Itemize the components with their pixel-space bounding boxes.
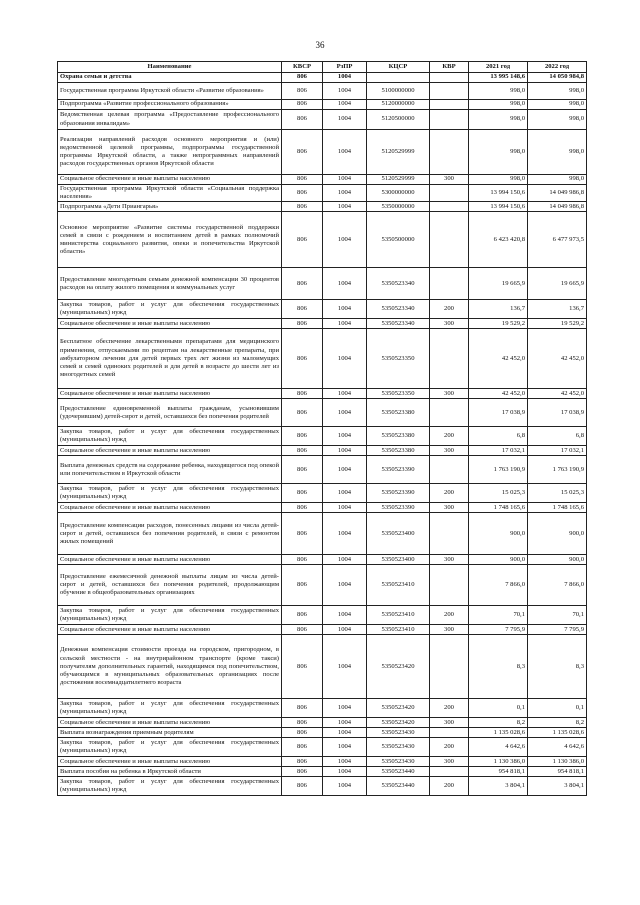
table-row: [58, 456, 587, 484]
cell-kvr: 300: [430, 503, 469, 513]
cell-kcsr: 5350523350: [367, 389, 430, 399]
table-row: [58, 83, 587, 100]
header-kcsr: КЦСР: [367, 62, 430, 73]
cell-name: Социальное обеспечение и иные выплаты населению: [58, 175, 282, 185]
cell-kcsr: 5350523340: [367, 300, 430, 319]
cell-kvsr: 806: [282, 73, 323, 83]
table-row: [58, 319, 587, 329]
cell-name: Бесплатное обеспечение лекарственными препаратами для медицинского применения, отпускаемыми по рецептам на лекарственные препараты, при амбулаторном лечении для детей первых трех лет жизни из малоимущих семей и семей одиноких родителей и для детей в возрасте до шести лет из многодетных семей: [58, 329, 282, 389]
cell-2022: 0,1: [528, 699, 587, 718]
cell-2021: 17 038,9: [469, 399, 528, 427]
cell-kcsr: 5350523350: [367, 329, 430, 389]
cell-rzpr: 1004: [323, 212, 367, 268]
cell-kvsr: 806: [282, 728, 323, 738]
cell-2021: 3 804,1: [469, 777, 528, 796]
cell-kcsr: 5350523420: [367, 718, 430, 728]
cell-kcsr: 5350523430: [367, 738, 430, 757]
cell-rzpr: 1004: [323, 555, 367, 565]
cell-rzpr: 1004: [323, 399, 367, 427]
cell-name: Предоставление многодетным семьям денежной компенсации 30 процентов расходов на оплату жилого помещения и коммунальных услуг: [58, 268, 282, 300]
cell-2022: 900,0: [528, 555, 587, 565]
cell-rzpr: 1004: [323, 329, 367, 389]
cell-2021: 900,0: [469, 555, 528, 565]
cell-2022: 70,1: [528, 606, 587, 625]
cell-kcsr: 5350523400: [367, 513, 430, 555]
cell-name: Социальное обеспечение и иные выплаты населению: [58, 503, 282, 513]
cell-2021: 70,1: [469, 606, 528, 625]
cell-rzpr: 1004: [323, 456, 367, 484]
cell-kvr: 300: [430, 389, 469, 399]
cell-name: Предоставление единовременной выплаты гражданам, усыновившим (удочерившим) детей-сирот и детей, оставшихся без попечения родителей: [58, 399, 282, 427]
cell-kvr: 300: [430, 757, 469, 767]
cell-name: Закупка товаров, работ и услуг для обеспечения государственных (муниципальных) нужд: [58, 606, 282, 625]
cell-kvsr: 806: [282, 110, 323, 130]
table-row: [58, 777, 587, 796]
cell-2021: 7 866,0: [469, 565, 528, 606]
cell-kcsr: 5350523430: [367, 757, 430, 767]
table-row: [58, 513, 587, 555]
cell-kvsr: 806: [282, 100, 323, 110]
cell-kvr: [430, 83, 469, 100]
cell-kvsr: 806: [282, 503, 323, 513]
table-row: [58, 606, 587, 625]
cell-name: Закупка товаров, работ и услуг для обеспечения государственных (муниципальных) нужд: [58, 484, 282, 503]
cell-kcsr: 5350523440: [367, 777, 430, 796]
table-row: [58, 268, 587, 300]
cell-kcsr: 5350523430: [367, 728, 430, 738]
cell-kvr: [430, 456, 469, 484]
cell-2021: 13 995 148,6: [469, 73, 528, 83]
cell-name: Социальное обеспечение и иные выплаты населению: [58, 446, 282, 456]
cell-kvr: [430, 399, 469, 427]
cell-2021: 19 529,2: [469, 319, 528, 329]
cell-kvsr: 806: [282, 446, 323, 456]
cell-2022: 7 795,9: [528, 625, 587, 635]
cell-kvr: [430, 728, 469, 738]
cell-kvr: [430, 513, 469, 555]
table-row: [58, 110, 587, 130]
cell-name: Выплата пособия на ребенка в Иркутской области: [58, 767, 282, 777]
cell-kvr: [430, 73, 469, 83]
header-2021: 2021 год: [469, 62, 528, 73]
cell-kvsr: 806: [282, 212, 323, 268]
cell-rzpr: 1004: [323, 738, 367, 757]
cell-2022: 17 038,9: [528, 399, 587, 427]
cell-2022: 19 529,2: [528, 319, 587, 329]
cell-kvr: 300: [430, 555, 469, 565]
cell-kvr: [430, 100, 469, 110]
cell-2022: 7 866,0: [528, 565, 587, 606]
cell-kvr: 200: [430, 484, 469, 503]
table-row: [58, 427, 587, 446]
cell-2022: 998,0: [528, 83, 587, 100]
cell-kcsr: 5350000000: [367, 202, 430, 212]
cell-2022: 900,0: [528, 513, 587, 555]
table-row: [58, 625, 587, 635]
cell-kcsr: 5350523380: [367, 446, 430, 456]
cell-name: Социальное обеспечение и иные выплаты населению: [58, 555, 282, 565]
table-row: [58, 202, 587, 212]
cell-2021: 998,0: [469, 100, 528, 110]
cell-kvsr: 806: [282, 456, 323, 484]
cell-kvr: [430, 185, 469, 202]
cell-2021: 136,7: [469, 300, 528, 319]
cell-kvsr: 806: [282, 175, 323, 185]
cell-2021: 7 795,9: [469, 625, 528, 635]
cell-kvr: 200: [430, 699, 469, 718]
cell-rzpr: 1004: [323, 175, 367, 185]
cell-kvr: [430, 329, 469, 389]
cell-kvr: 200: [430, 300, 469, 319]
budget-table: [57, 61, 587, 796]
cell-kvr: [430, 767, 469, 777]
cell-rzpr: 1004: [323, 606, 367, 625]
cell-2022: 998,0: [528, 110, 587, 130]
cell-2021: 6,8: [469, 427, 528, 446]
table-header-row: [58, 62, 587, 73]
cell-kvr: [430, 130, 469, 175]
cell-kvsr: 806: [282, 130, 323, 175]
cell-kcsr: 5350523390: [367, 484, 430, 503]
cell-2022: 6,8: [528, 427, 587, 446]
header-kvsr: КВСР: [282, 62, 323, 73]
cell-name: Охрана семьи и детства: [58, 73, 282, 83]
cell-kvr: [430, 565, 469, 606]
cell-rzpr: 1004: [323, 767, 367, 777]
cell-kcsr: 5350523380: [367, 427, 430, 446]
table-body: [58, 73, 587, 796]
cell-2022: 15 025,3: [528, 484, 587, 503]
table-row: [58, 767, 587, 777]
cell-2021: 0,1: [469, 699, 528, 718]
cell-2022: 8,3: [528, 635, 587, 699]
cell-kcsr: 5350500000: [367, 212, 430, 268]
cell-2022: 6 477 973,5: [528, 212, 587, 268]
cell-rzpr: 1004: [323, 484, 367, 503]
cell-kvsr: 806: [282, 427, 323, 446]
cell-kcsr: 5350523440: [367, 767, 430, 777]
cell-2022: 17 032,1: [528, 446, 587, 456]
cell-2022: 14 050 984,8: [528, 73, 587, 83]
cell-name: Социальное обеспечение и иные выплаты населению: [58, 757, 282, 767]
cell-2021: 900,0: [469, 513, 528, 555]
cell-rzpr: 1004: [323, 728, 367, 738]
cell-kcsr: 5120000000: [367, 100, 430, 110]
cell-rzpr: 1004: [323, 513, 367, 555]
cell-rzpr: 1004: [323, 565, 367, 606]
table-row: [58, 555, 587, 565]
cell-2021: 13 994 150,6: [469, 202, 528, 212]
cell-rzpr: 1004: [323, 268, 367, 300]
cell-name: Закупка товаров, работ и услуг для обеспечения государственных (муниципальных) нужд: [58, 300, 282, 319]
cell-kvsr: 806: [282, 202, 323, 212]
table-row: [58, 130, 587, 175]
cell-kvsr: 806: [282, 635, 323, 699]
cell-kvsr: 806: [282, 606, 323, 625]
cell-kcsr: 5350523410: [367, 606, 430, 625]
cell-2021: 1 763 190,9: [469, 456, 528, 484]
cell-2022: 14 049 986,8: [528, 202, 587, 212]
table-row: [58, 738, 587, 757]
header-2022: 2022 год: [528, 62, 587, 73]
cell-name: Ведомственная целевая программа «Предоставление профессионального образования инвалидам»: [58, 110, 282, 130]
cell-2022: 998,0: [528, 130, 587, 175]
cell-2021: 998,0: [469, 83, 528, 100]
cell-kvsr: 806: [282, 718, 323, 728]
table-row: [58, 100, 587, 110]
cell-kvr: [430, 110, 469, 130]
cell-kcsr: 5350523340: [367, 319, 430, 329]
cell-kcsr: 5100000000: [367, 83, 430, 100]
cell-kcsr: 5350523400: [367, 555, 430, 565]
cell-2021: 13 994 150,6: [469, 185, 528, 202]
cell-kvr: 200: [430, 606, 469, 625]
cell-kvsr: 806: [282, 757, 323, 767]
cell-2022: 19 665,9: [528, 268, 587, 300]
cell-name: Закупка товаров, работ и услуг для обеспечения государственных (муниципальных) нужд: [58, 427, 282, 446]
table-row: [58, 446, 587, 456]
table-row: [58, 484, 587, 503]
cell-rzpr: 1004: [323, 699, 367, 718]
cell-name: Закупка товаров, работ и услуг для обеспечения государственных (муниципальных) нужд: [58, 777, 282, 796]
cell-kcsr: 5120529999: [367, 175, 430, 185]
cell-name: Социальное обеспечение и иные выплаты населению: [58, 389, 282, 399]
cell-name: Социальное обеспечение и иные выплаты населению: [58, 625, 282, 635]
cell-kvsr: 806: [282, 565, 323, 606]
cell-name: Выплата денежных средств на содержание ребенка, находящегося под опекой или попечительством в Иркутской области: [58, 456, 282, 484]
cell-name: Государственная программа Иркутской области «Развитие образования»: [58, 83, 282, 100]
cell-2022: 42 452,0: [528, 329, 587, 389]
cell-name: Государственная программа Иркутской области «Социальная поддержка населения»: [58, 185, 282, 202]
table-row: [58, 389, 587, 399]
cell-2021: 4 642,6: [469, 738, 528, 757]
cell-2021: 8,3: [469, 635, 528, 699]
cell-2021: 998,0: [469, 175, 528, 185]
table-row: [58, 699, 587, 718]
cell-kvr: 200: [430, 427, 469, 446]
cell-kvsr: 806: [282, 319, 323, 329]
cell-rzpr: 1004: [323, 185, 367, 202]
cell-kvr: 300: [430, 446, 469, 456]
cell-2021: 42 452,0: [469, 329, 528, 389]
cell-2021: 8,2: [469, 718, 528, 728]
cell-kvr: [430, 202, 469, 212]
cell-rzpr: 1004: [323, 130, 367, 175]
cell-rzpr: 1004: [323, 503, 367, 513]
cell-2021: 1 748 165,6: [469, 503, 528, 513]
cell-kvsr: 806: [282, 268, 323, 300]
cell-2022: 1 748 165,6: [528, 503, 587, 513]
cell-kvsr: 806: [282, 738, 323, 757]
cell-kcsr: 5120500000: [367, 110, 430, 130]
cell-rzpr: 1004: [323, 110, 367, 130]
cell-name: Выплата вознаграждения приемным родителям: [58, 728, 282, 738]
cell-kcsr: 5350523410: [367, 625, 430, 635]
cell-kcsr: 5350523420: [367, 699, 430, 718]
cell-2022: 136,7: [528, 300, 587, 319]
cell-2021: 998,0: [469, 110, 528, 130]
cell-name: Социальное обеспечение и иные выплаты населению: [58, 319, 282, 329]
table-row: [58, 635, 587, 699]
cell-rzpr: 1004: [323, 319, 367, 329]
cell-kvr: [430, 635, 469, 699]
cell-rzpr: 1004: [323, 300, 367, 319]
cell-kcsr: 5350523420: [367, 635, 430, 699]
cell-kvr: 300: [430, 175, 469, 185]
cell-rzpr: 1004: [323, 100, 367, 110]
cell-rzpr: 1004: [323, 73, 367, 83]
cell-rzpr: 1004: [323, 83, 367, 100]
cell-kvsr: 806: [282, 513, 323, 555]
cell-name: Закупка товаров, работ и услуг для обеспечения государственных (муниципальных) нужд: [58, 699, 282, 718]
cell-kvr: 300: [430, 625, 469, 635]
table-row: [58, 757, 587, 767]
header-name: Наименование: [58, 62, 282, 73]
cell-name: Подпрограмма «Развитие профессионального образования»: [58, 100, 282, 110]
table-row: [58, 718, 587, 728]
cell-kvsr: 806: [282, 625, 323, 635]
cell-rzpr: 1004: [323, 718, 367, 728]
cell-2022: 1 135 028,6: [528, 728, 587, 738]
cell-kvr: 200: [430, 738, 469, 757]
cell-kvsr: 806: [282, 399, 323, 427]
cell-kvsr: 806: [282, 777, 323, 796]
cell-2021: 15 025,3: [469, 484, 528, 503]
cell-kvsr: 806: [282, 389, 323, 399]
cell-kvsr: 806: [282, 555, 323, 565]
cell-kvsr: 806: [282, 767, 323, 777]
cell-kvsr: 806: [282, 484, 323, 503]
table-row: [58, 728, 587, 738]
cell-kvsr: 806: [282, 329, 323, 389]
cell-2022: 1 763 190,9: [528, 456, 587, 484]
header-rzpr: РзПР: [323, 62, 367, 73]
cell-2021: 19 665,9: [469, 268, 528, 300]
cell-name: Подпрограмма «Дети Приангарья»: [58, 202, 282, 212]
cell-2022: 14 049 986,8: [528, 185, 587, 202]
table-row: [58, 329, 587, 389]
cell-rzpr: 1004: [323, 427, 367, 446]
cell-kvsr: 806: [282, 185, 323, 202]
cell-rzpr: 1004: [323, 777, 367, 796]
cell-2022: 1 130 386,0: [528, 757, 587, 767]
cell-2022: 42 452,0: [528, 389, 587, 399]
cell-rzpr: 1004: [323, 389, 367, 399]
table-row: [58, 399, 587, 427]
cell-kvsr: 806: [282, 699, 323, 718]
cell-2021: 42 452,0: [469, 389, 528, 399]
cell-kvr: 200: [430, 777, 469, 796]
cell-kcsr: 5350523390: [367, 503, 430, 513]
cell-kcsr: 5300000000: [367, 185, 430, 202]
cell-kcsr: 5350523340: [367, 268, 430, 300]
table-row: [58, 565, 587, 606]
cell-name: Закупка товаров, работ и услуг для обеспечения государственных (муниципальных) нужд: [58, 738, 282, 757]
cell-rzpr: 1004: [323, 635, 367, 699]
cell-2022: 3 804,1: [528, 777, 587, 796]
table-row: [58, 212, 587, 268]
table-row: [58, 175, 587, 185]
cell-rzpr: 1004: [323, 202, 367, 212]
cell-kcsr: 5350523410: [367, 565, 430, 606]
cell-kcsr: 5120529999: [367, 130, 430, 175]
cell-kcsr: 5350523380: [367, 399, 430, 427]
cell-2021: 1 135 028,6: [469, 728, 528, 738]
cell-2022: 998,0: [528, 100, 587, 110]
cell-name: Реализация направлений расходов основного мероприятия и (или) ведомственной целевой программы, подпрограммы государственной программы Иркутской области, а также непрограммных направлений расходов государственных органов Иркутской области: [58, 130, 282, 175]
cell-rzpr: 1004: [323, 625, 367, 635]
cell-2021: 6 423 420,8: [469, 212, 528, 268]
cell-kvsr: 806: [282, 83, 323, 100]
cell-kvr: [430, 268, 469, 300]
table-row: [58, 73, 587, 83]
cell-2022: 998,0: [528, 175, 587, 185]
cell-kcsr: [367, 73, 430, 83]
cell-2022: 954 818,1: [528, 767, 587, 777]
cell-name: Предоставление ежемесячной денежной выплаты лицам из числа детей-сирот и детей, оставшихся без попечения родителей, продолжающим обучение в общеобразовательных организациях: [58, 565, 282, 606]
cell-rzpr: 1004: [323, 446, 367, 456]
cell-2021: 17 032,1: [469, 446, 528, 456]
cell-rzpr: 1004: [323, 757, 367, 767]
cell-name: Предоставление компенсации расходов, понесенных лицами из числа детей-сирот и детей, оставшихся без попечения родителей, в связи с ремонтом жилых помещений: [58, 513, 282, 555]
cell-name: Основное мероприятие «Развитие системы государственной поддержки семей в связи с рождением и воспитанием детей в рамках полномочий министерства социального развития, опеки и попечительства Иркутской области»: [58, 212, 282, 268]
cell-name: Денежная компенсация стоимости проезда на городском, пригородном, в сельской местности - на внутрирайонном транспорте (кроме такси) получателям дополнительных гарантий, находящимся под попечительством, обучающимся в муниципальных образовательных организациях после достижения восемнадцатилетнего возраста: [58, 635, 282, 699]
cell-2021: 1 130 386,0: [469, 757, 528, 767]
cell-kvsr: 806: [282, 300, 323, 319]
cell-kvr: [430, 212, 469, 268]
cell-name: Социальное обеспечение и иные выплаты населению: [58, 718, 282, 728]
table-row: [58, 185, 587, 202]
cell-2021: 998,0: [469, 130, 528, 175]
cell-2022: 4 642,6: [528, 738, 587, 757]
table-row: [58, 300, 587, 319]
cell-2021: 954 818,1: [469, 767, 528, 777]
table-row: [58, 503, 587, 513]
cell-kcsr: 5350523390: [367, 456, 430, 484]
cell-2022: 8,2: [528, 718, 587, 728]
page-number: 36: [315, 40, 325, 50]
header-kvr: КВР: [430, 62, 469, 73]
cell-kvr: 300: [430, 718, 469, 728]
cell-kvr: 300: [430, 319, 469, 329]
